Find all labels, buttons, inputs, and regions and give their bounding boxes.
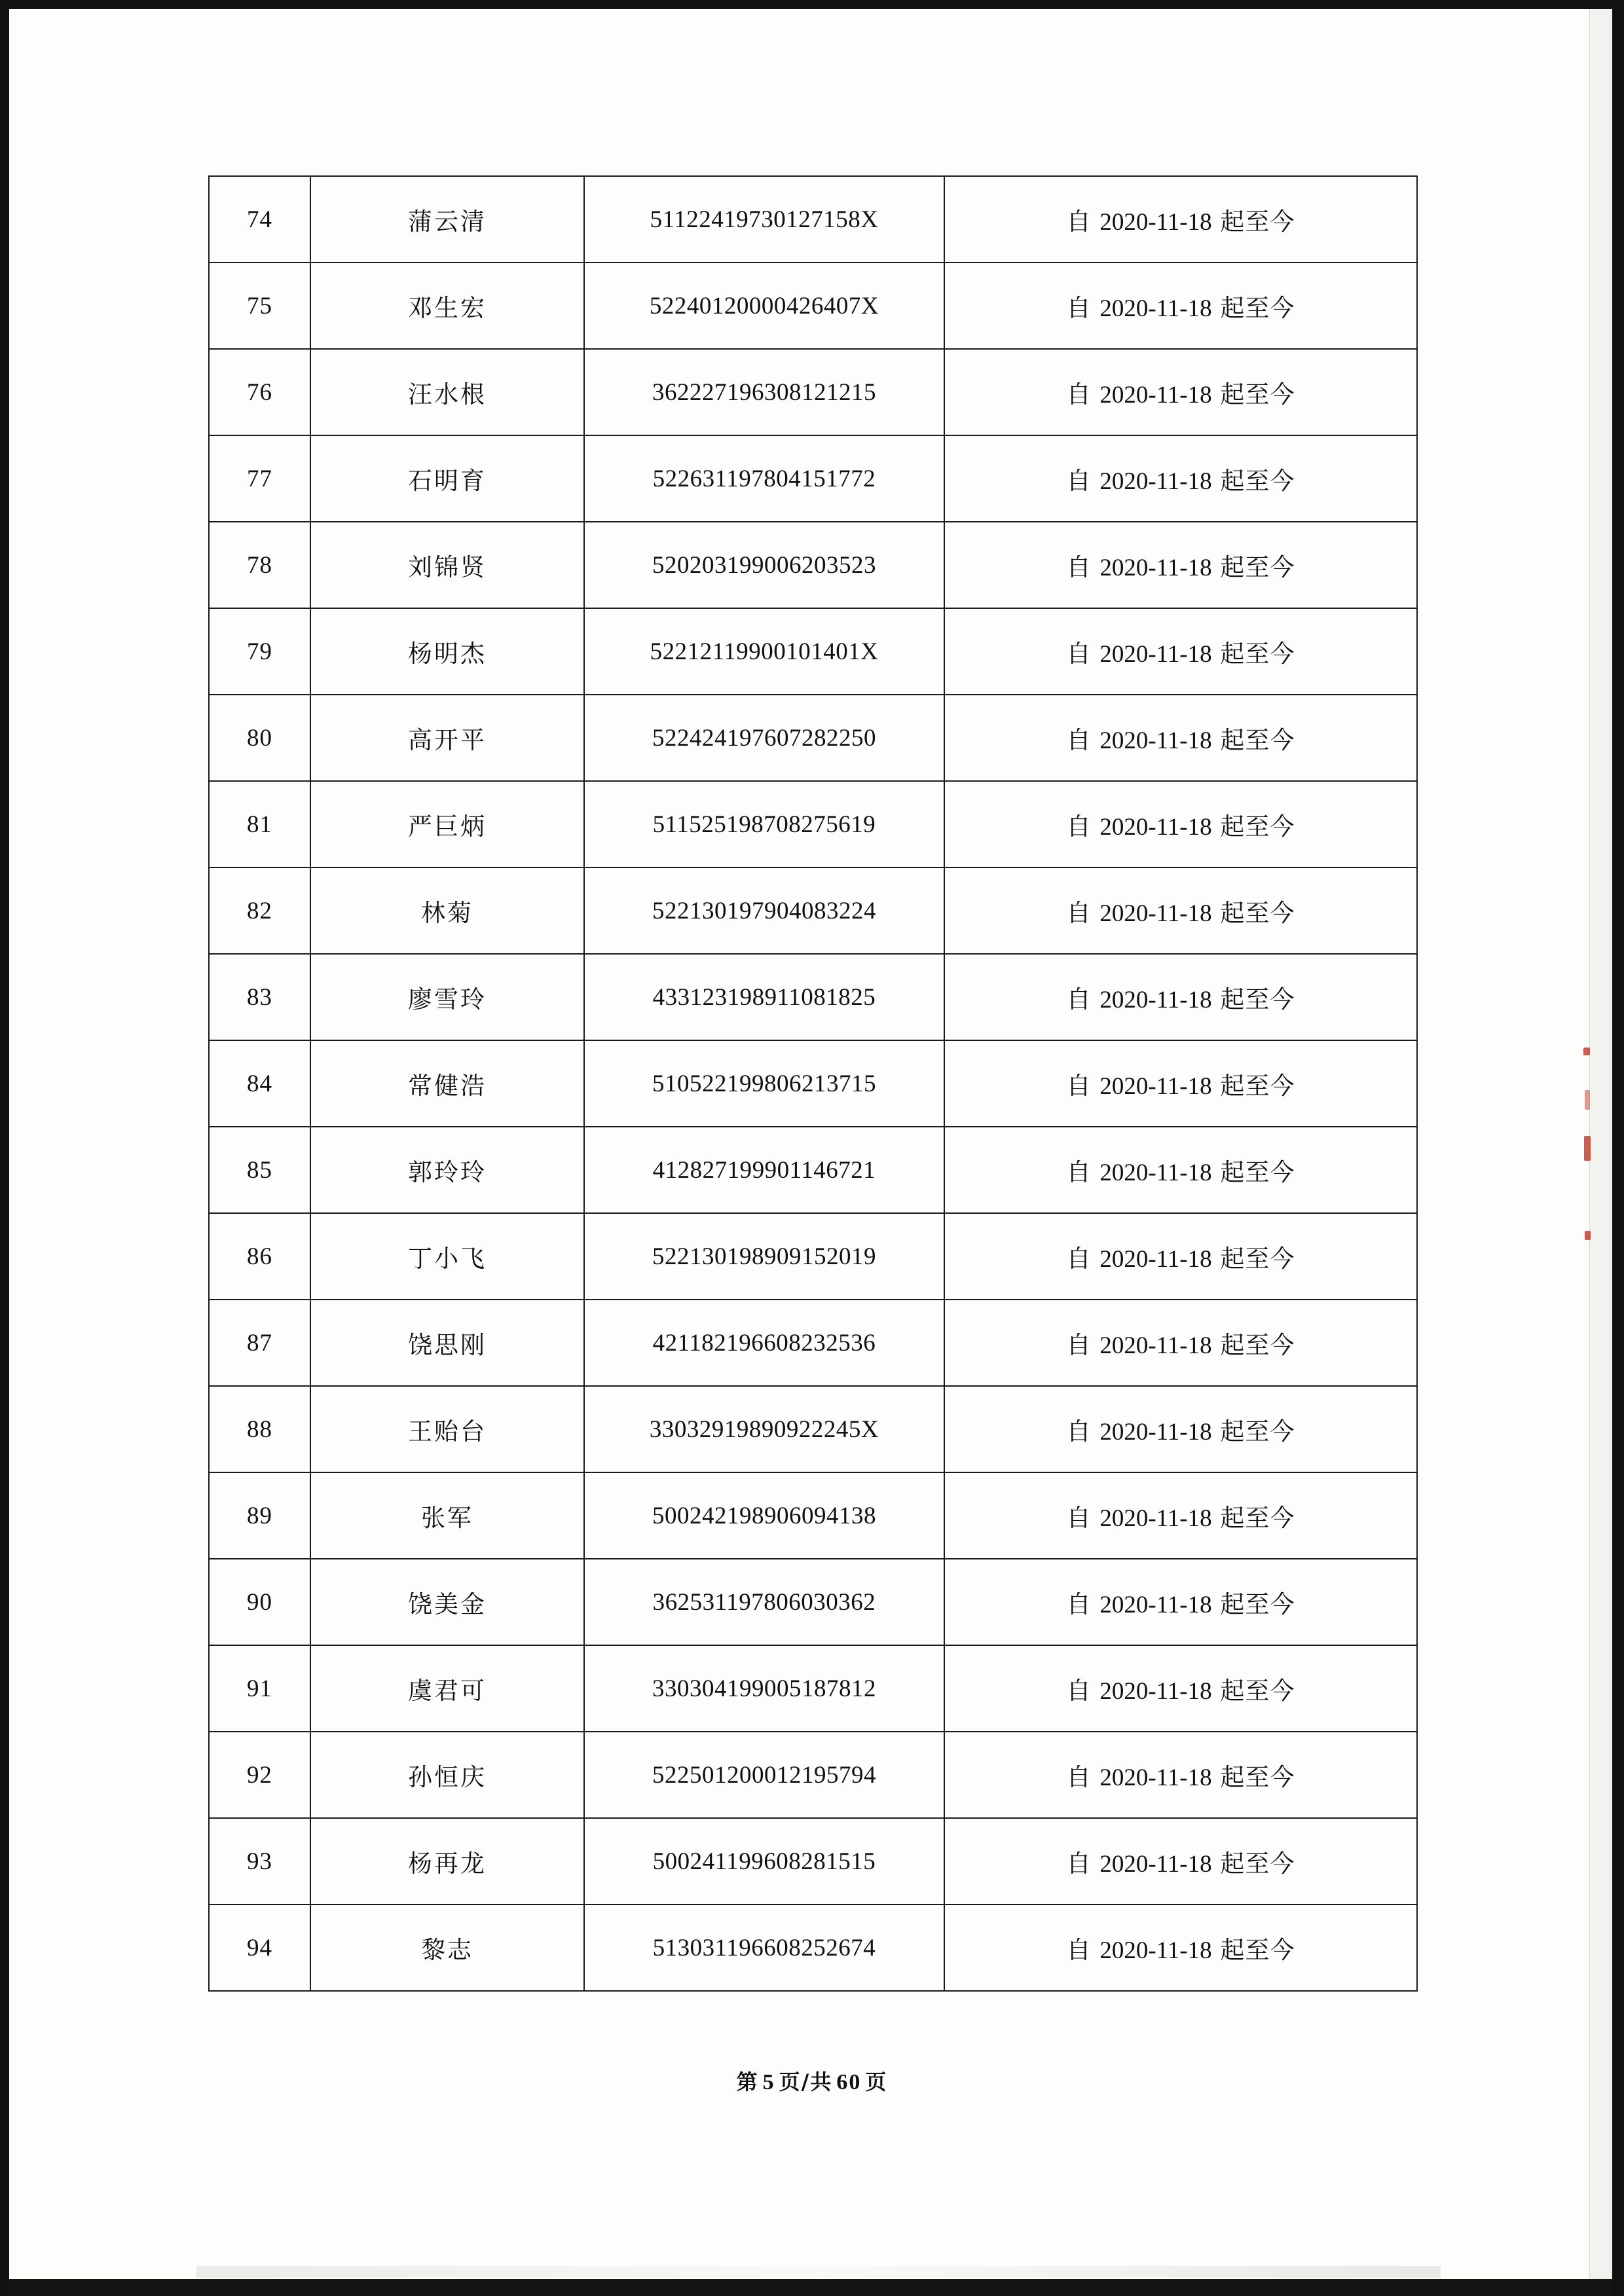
cell-name: 林菊 (310, 867, 584, 954)
cell-name: 黎志 (310, 1904, 584, 1991)
cell-index: 90 (209, 1559, 310, 1645)
cell-name: 严巨炳 (310, 781, 584, 867)
scan-edge-bottom (0, 2279, 1624, 2296)
period-date: 2020-11-18 (1099, 641, 1212, 668)
period-prefix: 自 (1066, 1677, 1092, 1705)
cell-index: 91 (209, 1645, 310, 1732)
cell-index: 92 (209, 1732, 310, 1818)
period-date: 2020-11-18 (1099, 1419, 1212, 1446)
table-row (209, 1645, 1417, 1732)
cell-id-number: 513031196608252674 (584, 1904, 944, 1991)
cell-name: 杨明杰 (310, 608, 584, 695)
cell-period (944, 176, 1417, 263)
cell-id-number: 522501200012195794 (584, 1732, 944, 1818)
cell-name: 蒲云清 (310, 176, 584, 263)
cell-index: 76 (209, 349, 310, 435)
cell-period (944, 522, 1417, 608)
period-prefix: 自 (1066, 1504, 1092, 1532)
period-suffix: 起至今 (1220, 1158, 1295, 1186)
period-suffix: 起至今 (1220, 1504, 1295, 1532)
table-row (209, 1818, 1417, 1904)
cell-period (944, 1904, 1417, 1991)
period-prefix: 自 (1066, 1850, 1092, 1878)
period-suffix: 起至今 (1220, 294, 1295, 322)
cell-period (944, 1127, 1417, 1213)
period-date: 2020-11-18 (1099, 555, 1212, 581)
table-row (209, 1213, 1417, 1300)
cell-id-number: 33032919890922245X (584, 1386, 944, 1472)
cell-index: 89 (209, 1472, 310, 1559)
table-row (209, 1559, 1417, 1645)
period-suffix: 起至今 (1220, 1590, 1295, 1618)
cell-id-number: 52212119900101401X (584, 608, 944, 695)
period-suffix: 起至今 (1220, 1331, 1295, 1359)
table-row (209, 263, 1417, 349)
period-suffix: 起至今 (1220, 208, 1295, 236)
cell-id-number: 362531197806030362 (584, 1559, 944, 1645)
period-date: 2020-11-18 (1099, 209, 1212, 236)
cell-name: 郭玲玲 (310, 1127, 584, 1213)
cell-id-number: 520203199006203523 (584, 522, 944, 608)
cell-period (944, 695, 1417, 781)
period-date: 2020-11-18 (1099, 900, 1212, 927)
period-prefix: 自 (1066, 467, 1092, 495)
cell-index: 86 (209, 1213, 310, 1300)
period-prefix: 自 (1066, 1331, 1092, 1359)
cell-index: 81 (209, 781, 310, 867)
period-date: 2020-11-18 (1099, 382, 1212, 409)
cell-id-number: 412827199901146721 (584, 1127, 944, 1213)
cell-id-number: 510522199806213715 (584, 1040, 944, 1127)
cell-period (944, 954, 1417, 1040)
cell-index: 88 (209, 1386, 310, 1472)
cell-period (944, 1213, 1417, 1300)
period-prefix: 自 (1066, 899, 1092, 927)
cell-id-number: 421182196608232536 (584, 1300, 944, 1386)
table-row (209, 954, 1417, 1040)
table-row (209, 1472, 1417, 1559)
period-prefix: 自 (1066, 812, 1092, 841)
cell-period (944, 1472, 1417, 1559)
cell-id-number: 330304199005187812 (584, 1645, 944, 1732)
period-date: 2020-11-18 (1099, 987, 1212, 1013)
period-prefix: 自 (1066, 1590, 1092, 1618)
period-prefix: 自 (1066, 553, 1092, 581)
period-date: 2020-11-18 (1099, 1332, 1212, 1359)
period-suffix: 起至今 (1220, 553, 1295, 581)
cell-period (944, 1559, 1417, 1645)
period-suffix: 起至今 (1220, 1936, 1295, 1964)
cell-index: 78 (209, 522, 310, 608)
cell-name: 汪水根 (310, 349, 584, 435)
cell-index: 85 (209, 1127, 310, 1213)
cell-name: 孙恒庆 (310, 1732, 584, 1818)
table-row (209, 1127, 1417, 1213)
table-row (209, 349, 1417, 435)
cell-id-number: 51122419730127158X (584, 176, 944, 263)
cell-name: 丁小飞 (310, 1213, 584, 1300)
period-date: 2020-11-18 (1099, 1764, 1212, 1791)
stamp-fragment-icon (1585, 1231, 1591, 1240)
cell-index: 80 (209, 695, 310, 781)
binding-strip (1589, 9, 1612, 2279)
stamp-fragment-icon (1583, 1048, 1590, 1055)
table-row (209, 1904, 1417, 1991)
table-row (209, 1040, 1417, 1127)
cell-id-number: 433123198911081825 (584, 954, 944, 1040)
period-date: 2020-11-18 (1099, 1246, 1212, 1273)
cell-period (944, 867, 1417, 954)
period-date: 2020-11-18 (1099, 1505, 1212, 1532)
cell-period (944, 1386, 1417, 1472)
cell-name: 王贻台 (310, 1386, 584, 1472)
period-suffix: 起至今 (1220, 1677, 1295, 1705)
cell-id-number: 522130197904083224 (584, 867, 944, 954)
period-suffix: 起至今 (1220, 812, 1295, 841)
period-suffix: 起至今 (1220, 640, 1295, 668)
table-row (209, 522, 1417, 608)
stamp-fragment-icon (1584, 1136, 1591, 1161)
period-suffix: 起至今 (1220, 1763, 1295, 1791)
cell-name: 杨再龙 (310, 1818, 584, 1904)
period-prefix: 自 (1066, 1072, 1092, 1100)
cell-index: 75 (209, 263, 310, 349)
cell-index: 94 (209, 1904, 310, 1991)
period-prefix: 自 (1066, 1158, 1092, 1186)
footer-suffix: 页 (865, 2069, 888, 2094)
period-prefix: 自 (1066, 1417, 1092, 1446)
cell-id-number: 52240120000426407X (584, 263, 944, 349)
period-suffix: 起至今 (1220, 467, 1295, 495)
period-date: 2020-11-18 (1099, 295, 1212, 322)
period-suffix: 起至今 (1220, 380, 1295, 409)
cell-id-number: 522424197607282250 (584, 695, 944, 781)
cell-period (944, 1732, 1417, 1818)
cell-name: 虞君可 (310, 1645, 584, 1732)
cell-id-number: 500241199608281515 (584, 1818, 944, 1904)
period-prefix: 自 (1066, 640, 1092, 668)
footer-page-number: 5 (762, 2070, 775, 2094)
table-row (209, 781, 1417, 867)
table-row (209, 608, 1417, 695)
period-prefix: 自 (1066, 294, 1092, 322)
cell-index: 79 (209, 608, 310, 695)
period-date: 2020-11-18 (1099, 1937, 1212, 1964)
cell-name: 饶美金 (310, 1559, 584, 1645)
cell-period (944, 1818, 1417, 1904)
cell-index: 87 (209, 1300, 310, 1386)
cell-index: 83 (209, 954, 310, 1040)
scan-edge-left (0, 0, 9, 2296)
period-date: 2020-11-18 (1099, 1592, 1212, 1618)
period-prefix: 自 (1066, 1245, 1092, 1273)
cell-period (944, 1645, 1417, 1732)
table-row (209, 1386, 1417, 1472)
cell-name: 邓生宏 (310, 263, 584, 349)
period-date: 2020-11-18 (1099, 1159, 1212, 1186)
period-suffix: 起至今 (1220, 726, 1295, 754)
period-suffix: 起至今 (1220, 899, 1295, 927)
cell-index: 84 (209, 1040, 310, 1127)
table-row (209, 1732, 1417, 1818)
period-prefix: 自 (1066, 985, 1092, 1013)
cell-period (944, 1300, 1417, 1386)
table-row (209, 1300, 1417, 1386)
period-suffix: 起至今 (1220, 1245, 1295, 1273)
cell-period (944, 1040, 1417, 1127)
cell-name: 石明育 (310, 435, 584, 522)
cell-period (944, 263, 1417, 349)
cell-name: 廖雪玲 (310, 954, 584, 1040)
cell-period (944, 781, 1417, 867)
stamp-fragment-icon (1585, 1090, 1590, 1110)
cell-id-number: 511525198708275619 (584, 781, 944, 867)
period-date: 2020-11-18 (1099, 1678, 1212, 1705)
footer-middle: 页/共 (779, 2069, 833, 2094)
table-row (209, 695, 1417, 781)
cell-index: 82 (209, 867, 310, 954)
cell-period (944, 608, 1417, 695)
period-date: 2020-11-18 (1099, 468, 1212, 495)
cell-name: 刘锦贤 (310, 522, 584, 608)
footer-prefix: 第 (736, 2069, 759, 2094)
scan-edge-right (1612, 0, 1624, 2296)
period-prefix: 自 (1066, 380, 1092, 409)
period-prefix: 自 (1066, 726, 1092, 754)
cell-name: 张军 (310, 1472, 584, 1559)
period-prefix: 自 (1066, 1936, 1092, 1964)
footer-total-pages: 60 (836, 2070, 862, 2094)
cell-index: 74 (209, 176, 310, 263)
cell-name: 常健浩 (310, 1040, 584, 1127)
cell-id-number: 522631197804151772 (584, 435, 944, 522)
cell-id-number: 362227196308121215 (584, 349, 944, 435)
cell-period (944, 349, 1417, 435)
cell-id-number: 500242198906094138 (584, 1472, 944, 1559)
period-date: 2020-11-18 (1099, 814, 1212, 841)
registry-table (208, 175, 1418, 1992)
table-row (209, 176, 1417, 263)
cell-name: 饶思刚 (310, 1300, 584, 1386)
period-suffix: 起至今 (1220, 985, 1295, 1013)
period-prefix: 自 (1066, 208, 1092, 236)
period-prefix: 自 (1066, 1763, 1092, 1791)
period-date: 2020-11-18 (1099, 1073, 1212, 1100)
table-row (209, 867, 1417, 954)
period-date: 2020-11-18 (1099, 727, 1212, 754)
scan-smudge (196, 2266, 1441, 2278)
cell-index: 77 (209, 435, 310, 522)
period-suffix: 起至今 (1220, 1417, 1295, 1446)
cell-id-number: 522130198909152019 (584, 1213, 944, 1300)
period-date: 2020-11-18 (1099, 1851, 1212, 1878)
scan-edge-top (0, 0, 1624, 9)
cell-period (944, 435, 1417, 522)
period-suffix: 起至今 (1220, 1072, 1295, 1100)
table-row (209, 435, 1417, 522)
cell-index: 93 (209, 1818, 310, 1904)
cell-name: 高开平 (310, 695, 584, 781)
page-footer (0, 2066, 1624, 2096)
period-suffix: 起至今 (1220, 1850, 1295, 1878)
